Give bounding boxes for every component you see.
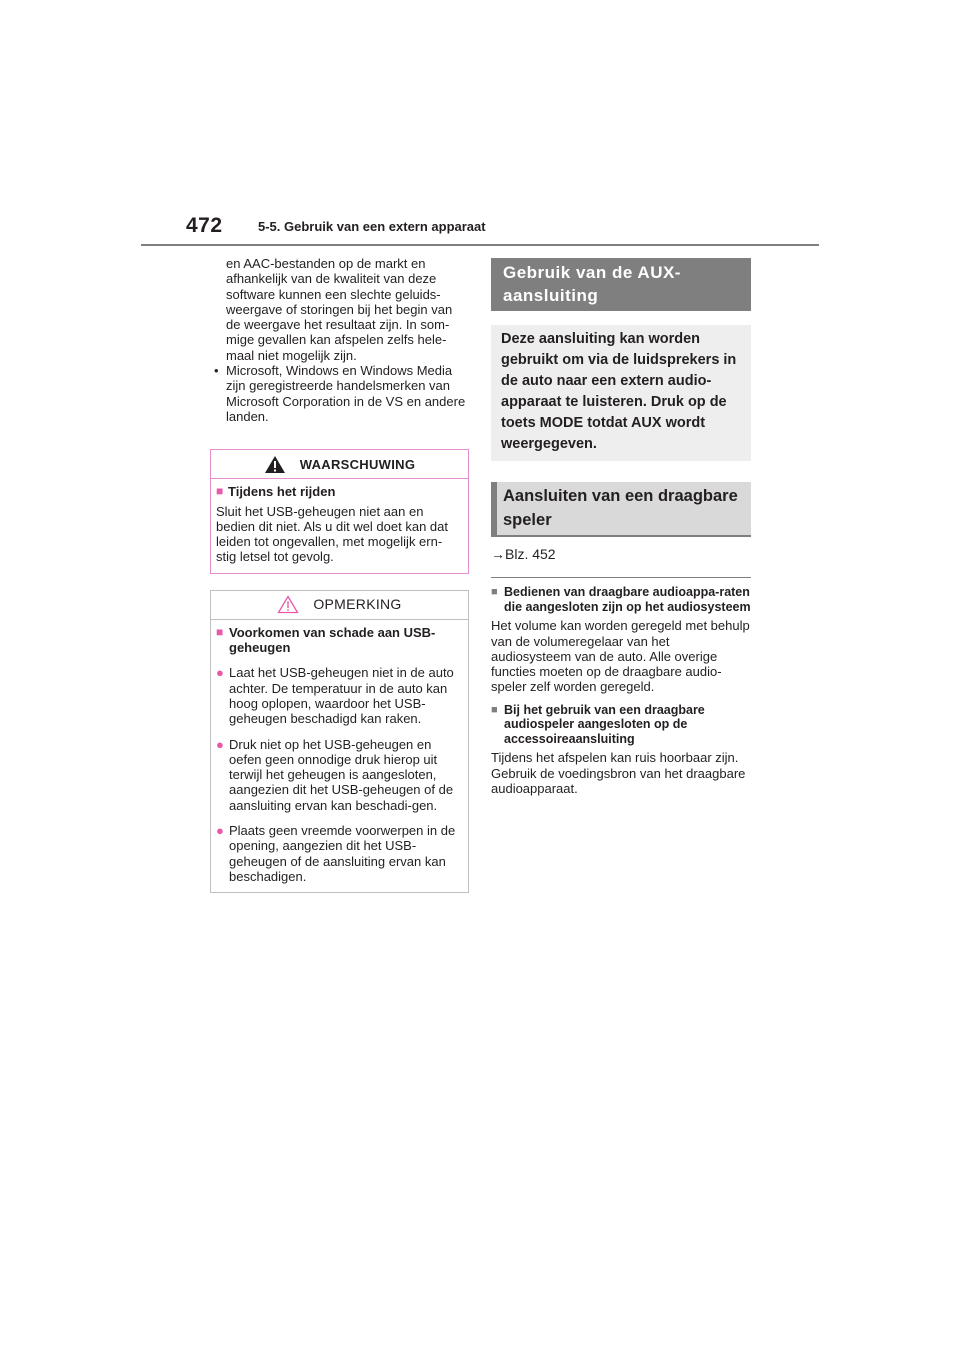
section-title: 5-5. Gebruik van een extern apparaat — [258, 219, 486, 234]
note-subtitle: Voorkomen van schade aan USB-geheugen — [229, 624, 436, 656]
subsection-title-row — [491, 585, 751, 614]
right-column — [491, 258, 751, 804]
bullet-mark: • — [214, 363, 219, 379]
subsection-text: Tijdens het afspelen kan ruis hoorbaar zijn. Gebruik de voedingsbron van het draagbare audioapparaat. — [491, 750, 746, 796]
header-divider — [141, 244, 819, 246]
note-header — [211, 591, 468, 620]
warning-text: Sluit het USB-geheugen niet aan en bedien dit niet. Als u dit wel doet kan dat leiden tot ongevallen, met mogelijk ern-stig letsel tot gevolg. — [216, 503, 448, 565]
subsection-text: Het volume kan worden geregeld met behulp van de volumeregelaar van het audiosysteem van de auto. Alle overige functies moeten op de draagbare audio-speler zelf worden geregeld. — [491, 618, 750, 695]
subsection-title-row — [491, 703, 751, 747]
note-item-text: Plaats geen vreemde voorwerpen in de opening, aangezien dit het USB-geheugen of de aansluiting ervan kan beschadigen. — [229, 823, 456, 884]
square-bullet-icon: ■ — [491, 703, 498, 716]
warning-subtitle: Tijdens het rijden — [228, 484, 336, 500]
page-reference: →Blz. 452 — [491, 546, 556, 562]
note-item-text: Laat het USB-geheugen niet in de auto achter. De temperatuur in de auto kan hoog oplopen, waardoor het USB-geheugen beschadigd kan raken. — [229, 665, 454, 727]
warning-body — [211, 479, 468, 572]
caution-triangle-icon — [277, 595, 299, 614]
note-body — [211, 620, 468, 892]
note-subtitle-row — [216, 625, 462, 656]
note-title: OPMERKING — [313, 596, 402, 613]
subsection-title: Bedienen van draagbare audioappa-raten die aangesloten zijn op het audiosysteem — [504, 585, 751, 614]
round-bullet-icon: ● — [216, 736, 224, 752]
list-item — [216, 823, 462, 884]
lead-paragraph: Deze aansluiting kan worden gebruikt om via de luidsprekers in de auto naar een extern audio-apparaat te luisteren. Druk op de toets MODE totdat AUX wordt weergegeven. — [491, 325, 751, 461]
warning-subtitle-row — [216, 484, 462, 499]
subsection-banner: Aansluiten van een draagbare speler — [491, 482, 751, 537]
list-item — [216, 737, 462, 813]
square-bullet-icon: ■ — [491, 586, 498, 599]
square-bullet-icon: ■ — [216, 624, 224, 639]
section-banner: Gebruik van de AUX-aansluiting — [491, 258, 751, 311]
round-bullet-icon: ● — [216, 665, 224, 681]
round-bullet-icon: ● — [216, 823, 224, 839]
divider — [491, 577, 751, 578]
subsection-title: Bij het gebruik van een draagbare audiospeler aangesloten op de accessoireaansluiting — [504, 702, 705, 746]
list-item — [210, 363, 469, 424]
warning-box — [210, 449, 469, 573]
warning-triangle-icon — [264, 455, 286, 474]
continued-paragraph: en AAC-bestanden op de markt en afhankelijk van de kwaliteit van deze software kunnen een slechte geluids-weergave of storingen bij het begin van de weergave het resultaat zijn. In som-mige gevallen kan afspelen zelfs hele-maal niet mogelijk zijn. — [226, 256, 453, 363]
warning-title: WAARSCHUWING — [299, 456, 416, 472]
note-item-text: Druk niet op het USB-geheugen en oefen geen onnodige druk hierop uit terwijl het geheugen is aangesloten, aangezien dit het USB-geheugen of de aansluiting ervan kan beschadi-gen. — [229, 736, 454, 813]
list-item — [216, 665, 462, 726]
note-box — [210, 590, 469, 893]
trademark-note: Microsoft, Windows en Windows Media zijn geregistreerde handelsmerken van Microsoft Corporation in de VS en andere landen. — [226, 363, 466, 424]
page-number: 472 — [186, 214, 223, 237]
left-column — [210, 256, 469, 893]
square-bullet-icon: ■ — [216, 484, 224, 499]
warning-header — [211, 450, 468, 479]
